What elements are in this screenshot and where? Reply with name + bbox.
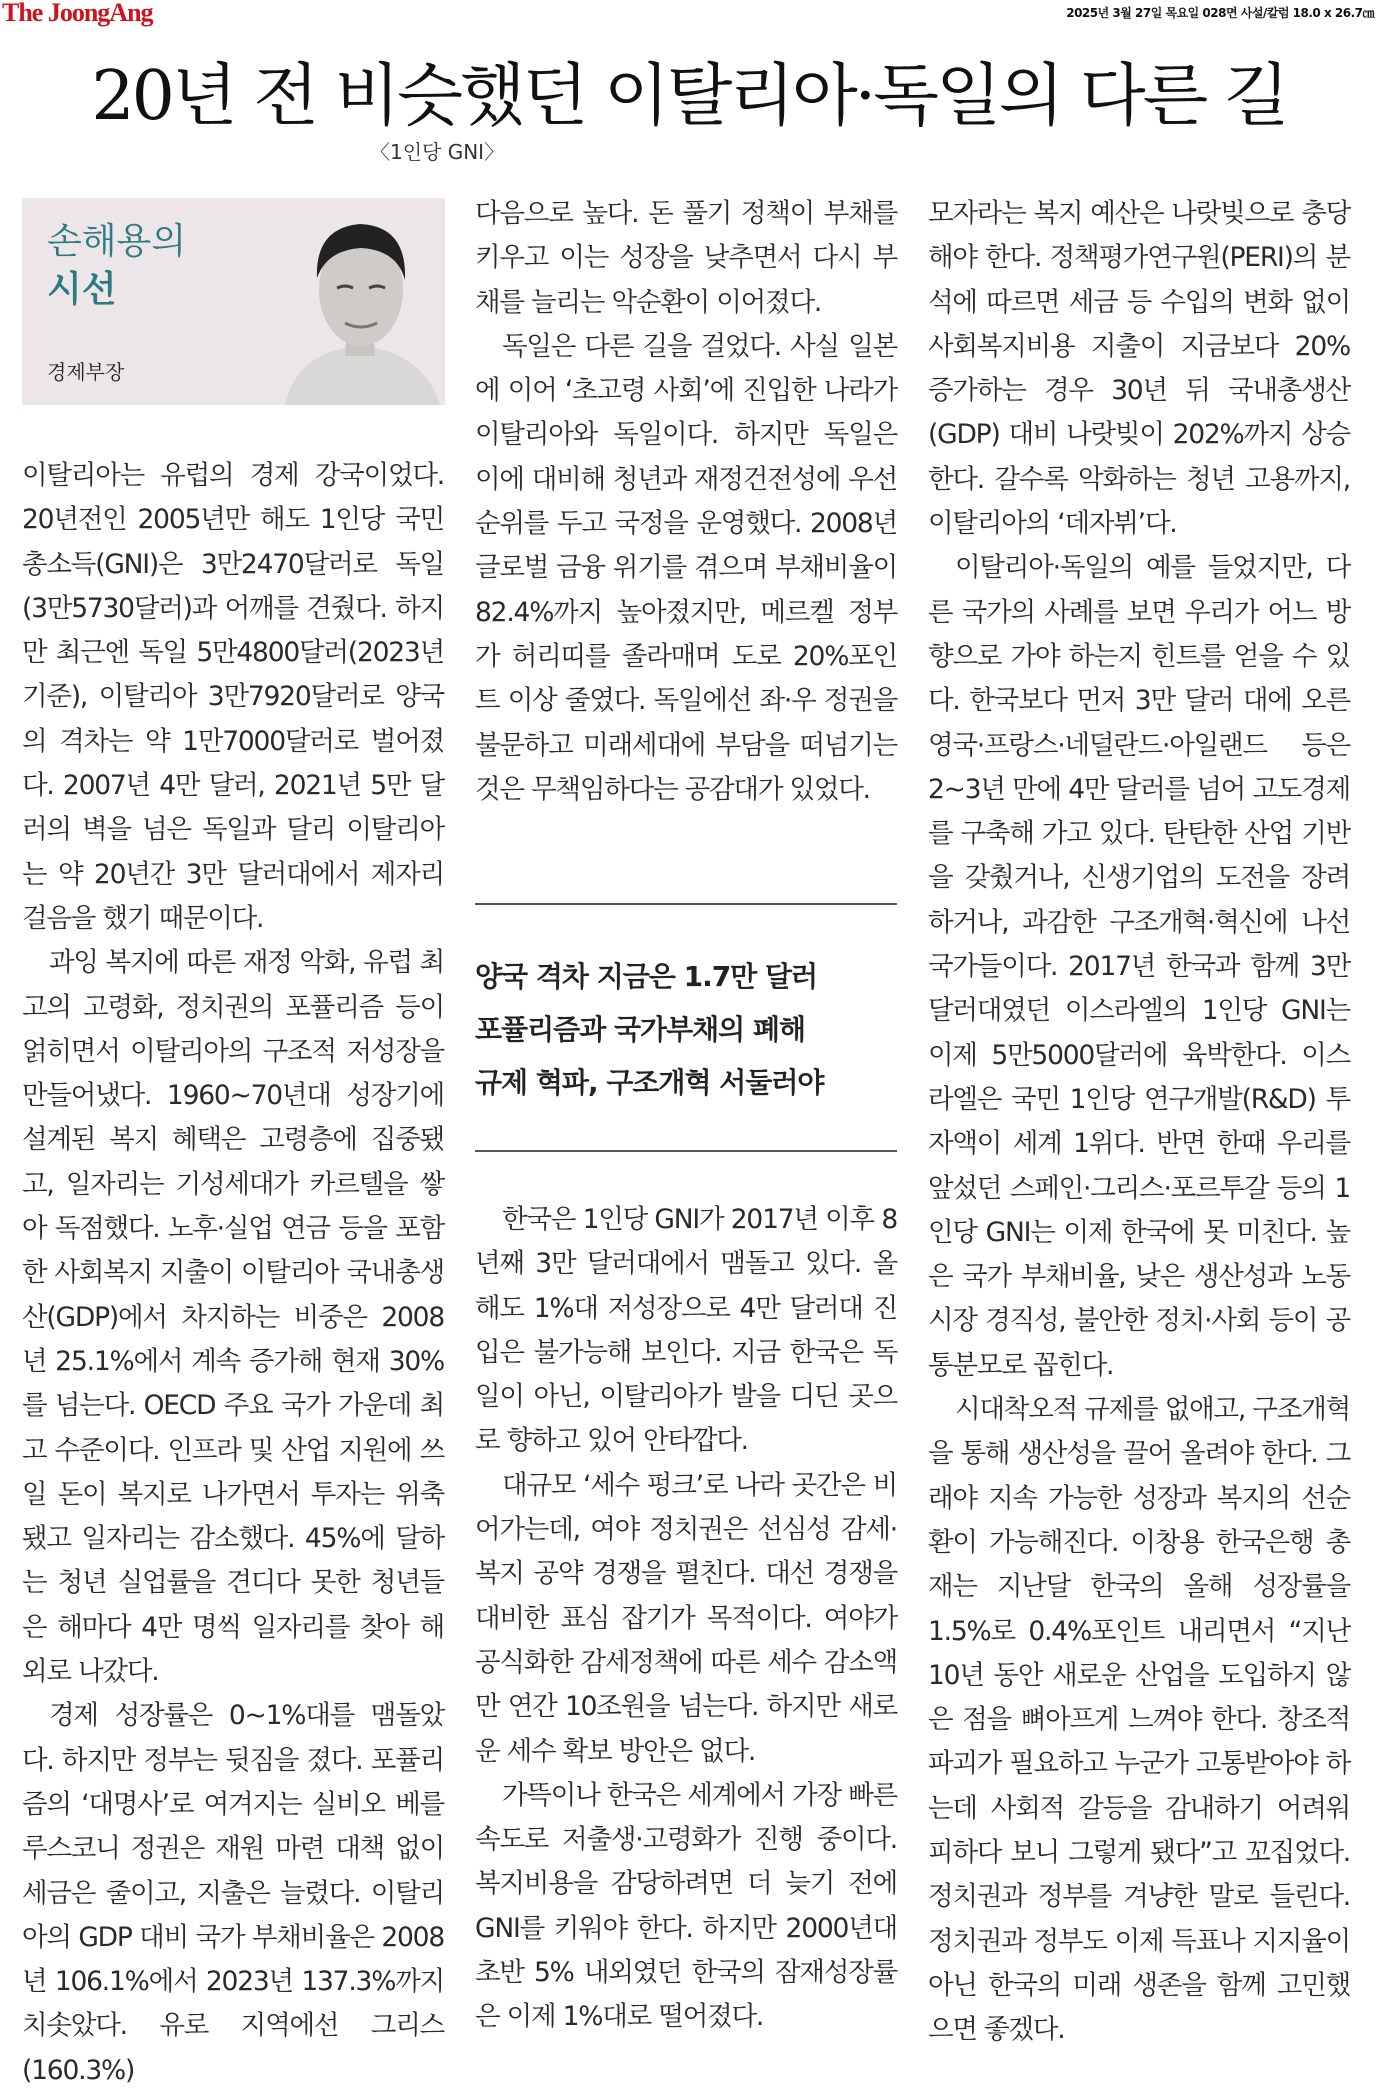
- subheading: 규제 혁파, 구조개혁 서둘러야: [475, 1066, 824, 1099]
- author-role: 경제부장: [47, 360, 125, 384]
- article-column-3: [928, 192, 1350, 2052]
- series-name: 손해용의: [47, 221, 187, 262]
- paragraph: 시대착오적 규제를 없애고, 구조개혁을 통해 생산성을 끌어 올려야 한다. 그래야 지속 가능한 성장과 복지의 선순환이 가능해진다. 이창용 한국은행 총재는 지난달 한국의 올해 성장률을 1.5%로 0.4%포인트 내리면서 “지난 10년 동안 새로운 산업을 도입하지 않은 점을 뼈아프게 느껴야 한다. 창조적 파괴가 필요하고 누군가 고통받아야 하는데 사회적 갈등을 감내하기 어려워 피하다 보니 그렇게 됐다”고 꼬집었다. 정치권과 정부를 겨냥한 말로 들린다. 정치권과 정부도 이제 득표나 지지율이 아닌 한국의 미래 생존을 함께 고민했으면 좋겠다.: [928, 1394, 1350, 2046]
- article-column-2-top: [475, 192, 897, 812]
- paragraph: 한국은 1인당 GNI가 2017년 이후 8년째 3만 달러대에서 맴돌고 있다. 올해도 1%대 저성장으로 4만 달러대 진입은 불가능해 보인다. 지금 한국은 독일이 아닌, 이탈리아가 발을 디딘 곳으로 향하고 있어 안타깝다.: [475, 1204, 897, 1457]
- subheading: 포퓰리즘과 국가부채의 폐해: [475, 1013, 806, 1046]
- divider: [475, 1150, 897, 1152]
- paragraph: 대규모 ‘세수 펑크’로 나라 곳간은 비어가는데, 여야 정치권은 선심성 감세·복지 공약 경쟁을 펼친다. 대선 경쟁을 대비한 표심 잡기가 목적이다. 여야가 공식화한 감세정책에 따른 세수 감소액만 연간 10조원을 넘는다. 하지만 새로운 세수 확보 방안은 없다.: [475, 1469, 897, 1767]
- article-column-1: [22, 454, 444, 2093]
- paragraph: 가뜩이나 한국은 세계에서 가장 빠른 속도로 저출생·고령화가 진행 중이다. 복지비용을 감당하려면 더 늦기 전에 GNI를 키워야 한다. 하지만 2000년대 초반 5% 내외였던 한국의 잠재성장률은 이제 1%대로 떨어졌다.: [475, 1779, 897, 2033]
- paragraph: 모자라는 복지 예산은 나랏빚으로 충당해야 한다. 정책평가연구원(PERI)의 분석에 따르면 세금 등 수입의 변화 없이 사회복지비용 지출이 지금보다 20% 증가하는 경우 30년 뒤 국내총생산(GDP) 대비 나랏빚이 202%까지 상승한다. 갈수록 악화하는 청년 고용까지, 이탈리아의 ‘데자뷔’다.: [928, 198, 1350, 540]
- author-photo: [275, 198, 445, 405]
- divider: [475, 903, 897, 905]
- article-column-2-bottom: [475, 1198, 897, 2040]
- publication-meta: 2025년 3월 27일 목요일 028면 사설/칼럼 18.0 x 26.7㎝: [1066, 6, 1374, 20]
- paragraph: 다음으로 높다. 돈 풀기 정책이 부채를 키우고 이는 성장을 낮추면서 다시 부채를 늘리는 악순환이 이어졌다.: [475, 198, 897, 318]
- headline-subtitle: 〈1인당 GNI〉: [370, 140, 505, 164]
- paragraph: 과잉 복지에 따른 재정 악화, 유럽 최고의 고령화, 정치권의 포퓰리즘 등이 얽히면서 이탈리아의 구조적 저성장을 만들어냈다. 1960~70년대 성장기에 설계된 복지 혜택은 고령층에 집중됐고, 일자리는 기성세대가 카르텔을 쌓아 독점했다. 노후·실업 연금 등을 포함한 사회복지 지출이 이탈리아 국내총생산(GDP)에서 차지하는 비중은 2008년 25.1%에서 계속 증가해 현재 30%를 넘는다. OECD 주요 국가 가운데 최고 수준이다. 인프라 및 산업 지원에 쓰일 돈이 복지로 나가면서 투자는 위축됐고 일자리는 감소했다. 45%에 달하는 청년 실업률을 견디다 못한 청년들은 해마다 4만 명씩 일자리를 찾아 해외로 나갔다.: [22, 947, 444, 1688]
- subheading: 양국 격차 지금은 1.7만 달러: [475, 960, 818, 993]
- paragraph: 이탈리아는 유럽의 경제 강국이었다. 20년전인 2005년만 해도 1인당 국민총소득(GNI)은 3만2470달러로 독일(3만5730달러)과 어깨를 견줬다. 하지만 최근엔 독일 5만4800달러(2023년 기준), 이탈리아 3만7920달러로 양국의 격차는 약 1만7000달러로 벌어졌다. 2007년 4만 달러, 2021년 5만 달러의 벽을 넘은 독일과 달리 이탈리아는 약 20년간 3만 달러대에서 제자리걸음을 했기 때문이다.: [22, 460, 444, 934]
- column-series: [47, 218, 186, 314]
- subheadings: [475, 950, 897, 1109]
- series-title: 시선: [47, 269, 117, 310]
- paragraph: 경제 성장률은 0~1%대를 맴돌았다. 하지만 정부는 뒷짐을 졌다. 포퓰리즘의 ‘대명사’로 여겨지는 실비오 베를루스코니 정권은 재원 마련 대책 없이 세금은 줄이고, 지출은 늘렸다. 이탈리아의 GDP 대비 국가 부채비율은 2008년 106.1%에서 2023년 137.3%까지 치솟았다. 유로 지역에선 그리스(160.3%): [22, 1700, 444, 2086]
- paragraph: 독일은 다른 길을 걸었다. 사실 일본에 이어 ‘초고령 사회’에 진입한 나라가 이탈리아와 독일이다. 하지만 독일은 이에 대비해 청년과 재정건전성에 우선순위를 두고 국정을 운영했다. 2008년 글로벌 금융 위기를 겪으며 부채비율이 82.4%까지 높아졌지만, 메르켈 정부가 허리띠를 졸라매며 도로 20%포인트 이상 줄였다. 독일에선 좌·우 정권을 불문하고 미래세대에 부담을 떠넘기는 것은 무책임하다는 공감대가 있었다.: [475, 330, 897, 805]
- newspaper-logo: The JoongAng: [2, 0, 153, 27]
- paragraph: 이탈리아·독일의 예를 들었지만, 다른 국가의 사례를 보면 우리가 어느 방향으로 가야 하는지 힌트를 얻을 수 있다. 한국보다 먼저 3만 달러 대에 오른 영국·프랑스·네덜란드·아일랜드 등은 2~3년 만에 4만 달러를 넘어 고도경제를 구축해 가고 있다. 탄탄한 산업 기반을 갖췄거나, 신생기업의 도전을 장려하거나, 과감한 구조개혁·혁신에 나선 국가들이다. 2017년 한국과 함께 3만 달러대였던 이스라엘의 1인당 GNI는 이제 5만5000달러에 육박한다. 이스라엘은 국민 1인당 연구개발(R&D) 투자액이 세계 1위다. 반면 한때 우리를 앞섰던 스페인·그리스·포르투갈 등의 1인당 GNI는 이제 한국에 못 미친다. 높은 국가 부채비율, 낮은 생산성과 노동시장 경직성, 불안한 정치·사회 등이 공통분모로 꼽힌다.: [928, 552, 1350, 1381]
- column-profile-box: [22, 198, 445, 405]
- headline-title: 20년 전 비슷했던 이탈리아·독일의 다른 길: [91, 57, 1287, 136]
